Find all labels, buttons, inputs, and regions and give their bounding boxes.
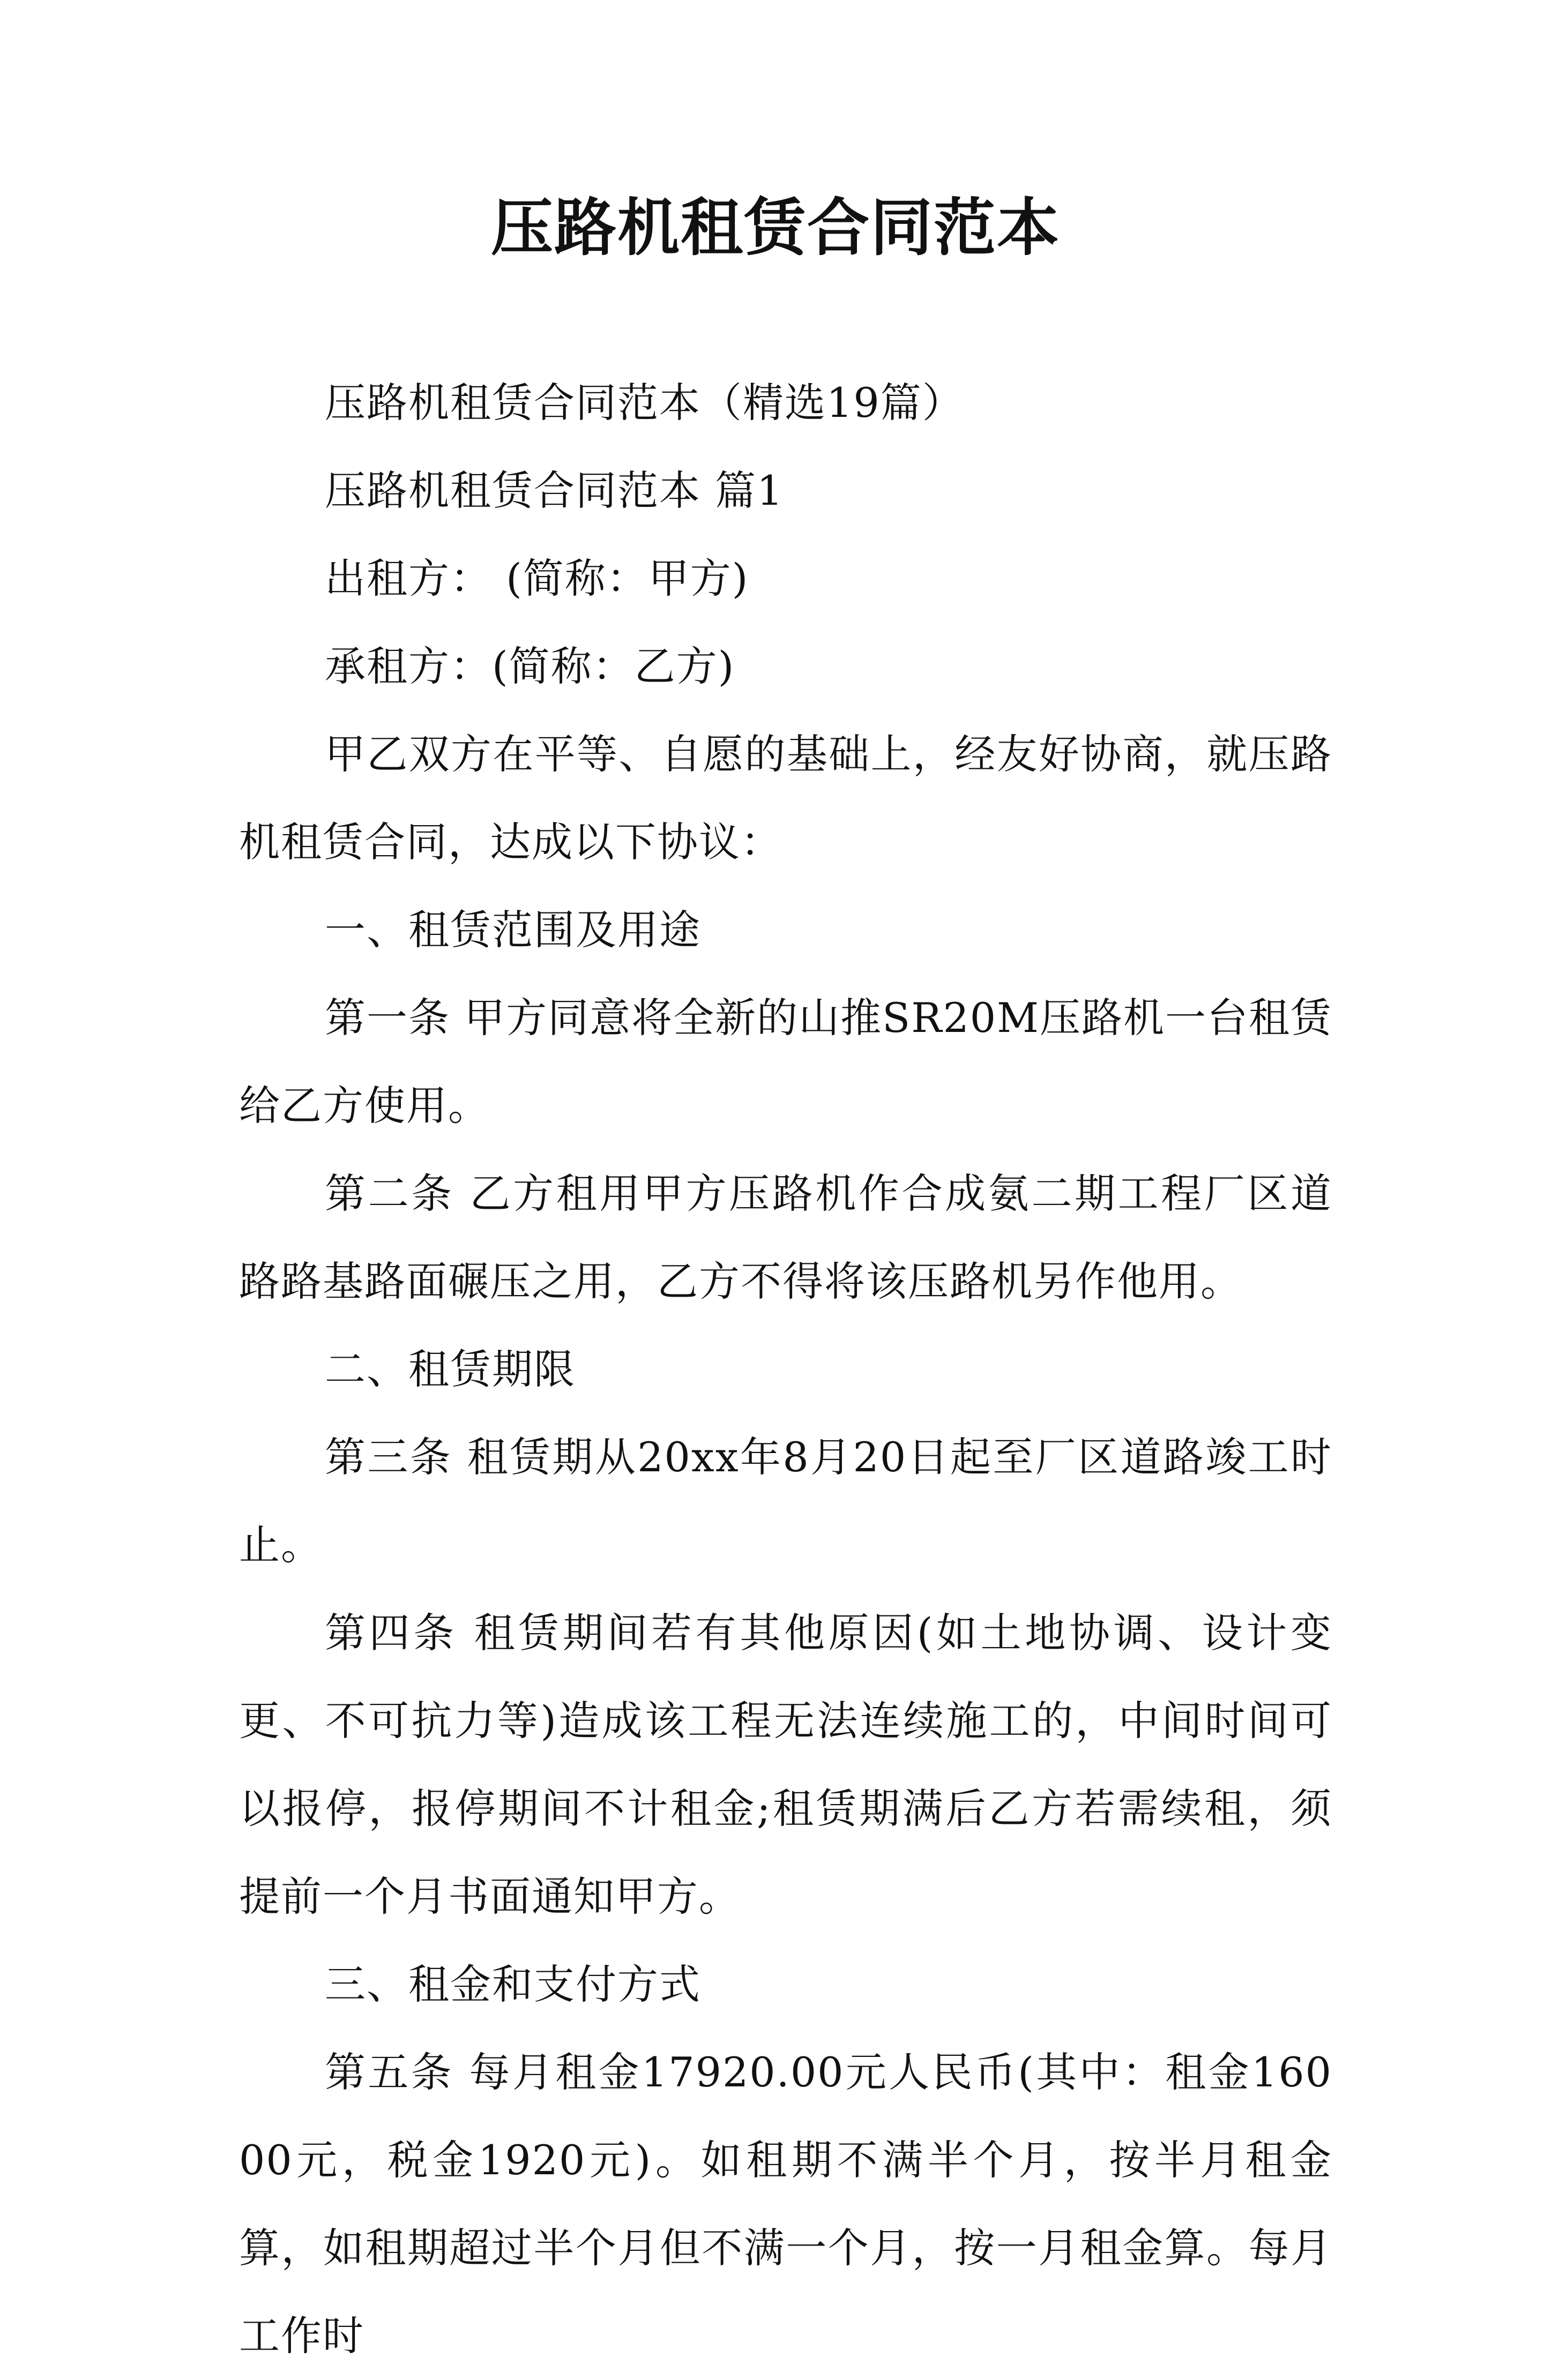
paragraph-article-3: 第三条 租赁期从20xx年8月20日起至厂区道路竣工时止。 xyxy=(239,1433,1332,1569)
document-title: 压路机租赁合同范本 xyxy=(491,191,1060,264)
paragraph-heading-rent: 三、租金和支付方式 xyxy=(325,1960,701,2008)
paragraph-article-5: 第五条 每月租金17920.00元人民币(其中：租金16000元，税金1920元)。如租期不满半个月，按半月租金算，如租期超过半个月但不满一个月，按一月租金算。每月工作时 xyxy=(239,2048,1332,2360)
paragraph-heading-scope: 一、租赁范围及用途 xyxy=(325,906,701,954)
paragraph-lessor: 出租方： (简称：甲方) xyxy=(325,555,749,602)
paragraph-section-heading: 压路机租赁合同范本 篇1 xyxy=(325,467,784,514)
paragraph-preamble: 甲乙双方在平等、自愿的基础上，经友好协商，就压路机租赁合同，达成以下协议： xyxy=(239,730,1332,866)
paragraph-subtitle: 压路机租赁合同范本（精选19篇） xyxy=(325,379,964,426)
paragraph-article-4: 第四条 租赁期间若有其他原因(如土地协调、设计变更、不可抗力等)造成该工程无法连续施工的，中间时间可以报停，报停期间不计租金;租赁期满后乙方若需续租，须提前一个月书面通知甲方。 xyxy=(239,1609,1332,1920)
paragraph-lessee: 承租方：(简称：乙方) xyxy=(325,642,735,690)
paragraph-heading-term: 二、租赁期限 xyxy=(325,1345,576,1393)
paragraph-article-1: 第一条 甲方同意将全新的山推SR20M压路机一台租赁给乙方使用。 xyxy=(239,994,1332,1129)
paragraph-article-2: 第二条 乙方租用甲方压路机作合成氨二期工程厂区道路路基路面碾压之用，乙方不得将该压路机另作他用。 xyxy=(239,1170,1332,1305)
document-body xyxy=(239,359,1332,2380)
